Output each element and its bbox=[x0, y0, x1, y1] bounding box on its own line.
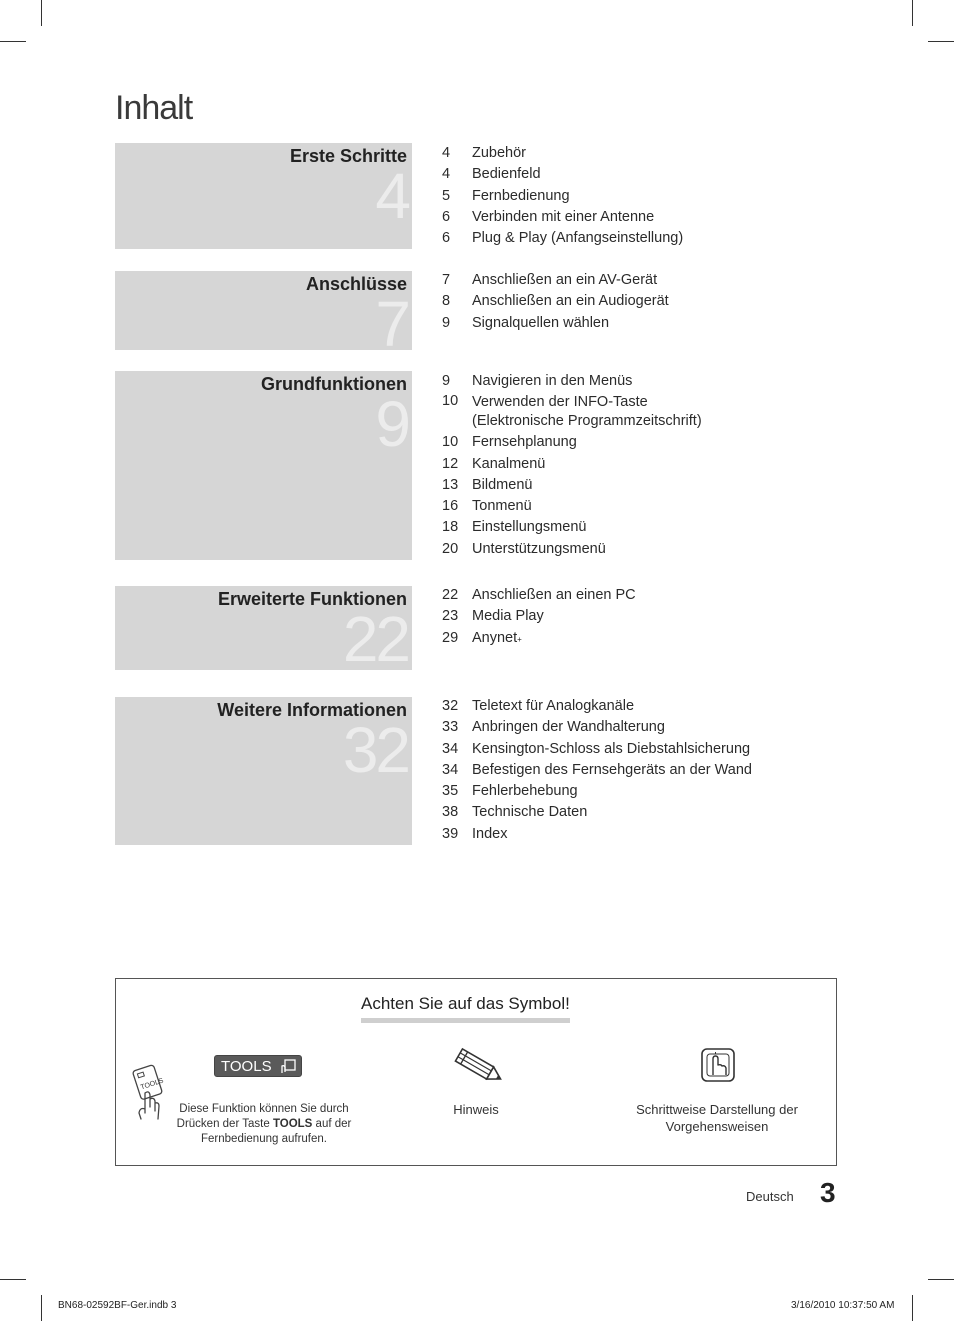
toc-entry[interactable] bbox=[442, 696, 842, 717]
tools-desc-line3: Fernbedienung aufrufen. bbox=[201, 1133, 327, 1145]
toc-list-grundfunktionen bbox=[442, 371, 842, 560]
toc-entry[interactable] bbox=[442, 496, 842, 517]
toc-label: Fehlerbehebung bbox=[472, 783, 578, 800]
toc-entry[interactable] bbox=[442, 760, 842, 781]
steps-description bbox=[626, 1101, 808, 1135]
toc-label-continued: (Elektronische Programmzeitschrift) bbox=[472, 413, 702, 430]
hand-pressing-button-icon bbox=[132, 1063, 166, 1126]
toc-entry[interactable] bbox=[442, 186, 842, 207]
tools-desc-bold: TOOLS bbox=[272, 1118, 313, 1130]
toc-page: 13 bbox=[442, 476, 459, 493]
toc-label: Kensington-Schloss als Diebstahlsicherung bbox=[472, 740, 751, 757]
toc-page: 8 bbox=[442, 293, 451, 310]
symbol-notice-box bbox=[115, 978, 837, 1166]
toc-entry[interactable] bbox=[442, 143, 842, 164]
toc-label: Bedienfeld bbox=[472, 166, 541, 183]
toc-entry[interactable] bbox=[442, 802, 842, 823]
toc-page: 10 bbox=[442, 434, 459, 451]
tools-description bbox=[174, 1102, 354, 1147]
toc-page: 6 bbox=[442, 230, 451, 247]
toc-entry[interactable] bbox=[442, 228, 842, 249]
toc-page: 16 bbox=[442, 498, 459, 515]
toc-page: 23 bbox=[442, 608, 459, 625]
toc-page: 22 bbox=[442, 587, 459, 603]
toc-page: 4 bbox=[442, 166, 451, 183]
toc-page: 7 bbox=[442, 272, 451, 288]
toc-label: Anschließen an einen PC bbox=[472, 587, 636, 603]
tools-label: TOOLS bbox=[221, 1058, 272, 1075]
toc-label-text: Anynet bbox=[472, 629, 518, 646]
footer-language: Deutsch bbox=[746, 1189, 794, 1204]
section-number: 32 bbox=[342, 714, 408, 786]
toc-page: 4 bbox=[442, 145, 451, 161]
toc-label: Teletext für Analogkanäle bbox=[472, 698, 635, 714]
section-title: Anschlüsse bbox=[305, 274, 407, 294]
toc-label: Zubehör bbox=[472, 145, 527, 161]
toc-entry[interactable] bbox=[442, 454, 842, 475]
crop-mark bbox=[912, 1295, 913, 1321]
toc-page: 39 bbox=[442, 825, 459, 842]
toc-page: 9 bbox=[442, 314, 451, 331]
toc-entry[interactable] bbox=[442, 517, 842, 538]
section-title: Erste Schritte bbox=[289, 146, 407, 166]
toc-entry[interactable] bbox=[442, 606, 842, 627]
hand-icon-label: TOOLS bbox=[139, 1077, 165, 1092]
toc-page: 38 bbox=[442, 804, 459, 821]
section-title: Erweiterte Funktionen bbox=[217, 589, 407, 609]
toc-label: Anbringen der Wandhalterung bbox=[472, 719, 665, 736]
toc-label: Navigieren in den Menüs bbox=[472, 373, 633, 389]
toc-page: 12 bbox=[442, 455, 459, 472]
crop-mark bbox=[928, 1279, 954, 1280]
toc-label: Tonmenü bbox=[472, 498, 532, 515]
page-number: 3 bbox=[820, 1177, 836, 1208]
toc-label: Fernbedienung bbox=[472, 187, 570, 204]
toc-page: 10 bbox=[442, 393, 459, 410]
tools-desc-line1: Diese Funktion können Sie durch bbox=[179, 1103, 349, 1115]
crop-mark bbox=[0, 41, 26, 42]
section-box-anschluesse bbox=[115, 271, 412, 350]
toc-entry[interactable] bbox=[442, 392, 842, 432]
notice-title: Achten Sie auf das Symbol! bbox=[361, 993, 570, 1023]
crop-mark bbox=[928, 41, 954, 42]
toc-label: Signalquellen wählen bbox=[472, 314, 610, 331]
hint-label: Hinweis bbox=[453, 1102, 499, 1117]
toc-page: 33 bbox=[442, 719, 459, 736]
section-title: Weitere Informationen bbox=[217, 700, 407, 720]
step-by-step-icon bbox=[700, 1047, 736, 1088]
toc-page: 20 bbox=[442, 540, 459, 557]
section-box-grundfunktionen bbox=[115, 371, 412, 560]
toc-entry[interactable] bbox=[442, 539, 842, 560]
section-number: 4 bbox=[375, 160, 408, 232]
section-number: 7 bbox=[375, 288, 408, 350]
toc-label: Verbinden mit einer Antenne bbox=[472, 208, 655, 225]
toc-label: Verwenden der INFO-Taste bbox=[472, 394, 648, 411]
toc-page: 34 bbox=[442, 761, 459, 778]
section-box-weitere-informationen bbox=[115, 697, 412, 845]
toc-entry[interactable] bbox=[442, 739, 842, 760]
toc-entry[interactable] bbox=[442, 475, 842, 496]
toc-label: Fernsehplanung bbox=[472, 434, 577, 451]
section-number: 9 bbox=[375, 388, 408, 460]
crop-mark bbox=[41, 1295, 42, 1321]
toc-entry[interactable] bbox=[442, 585, 842, 606]
toc-entry[interactable] bbox=[442, 270, 842, 291]
toc-list-anschluesse bbox=[442, 270, 842, 334]
toc-label: Technische Daten bbox=[472, 804, 588, 821]
toc-page: 29 bbox=[442, 629, 459, 646]
section-box-erweiterte-funktionen bbox=[115, 586, 412, 670]
toc-entry[interactable] bbox=[442, 717, 842, 738]
pencil-note-icon bbox=[450, 1045, 506, 1092]
toc-label: Kanalmenü bbox=[472, 455, 546, 472]
toc-page: 5 bbox=[442, 187, 451, 204]
print-file-info: BN68-02592BF-Ger.indb 3 bbox=[58, 1300, 177, 1311]
crop-mark bbox=[41, 0, 42, 26]
toc-label: Media Play bbox=[472, 608, 544, 625]
page-title: Inhalt bbox=[115, 89, 193, 127]
toc-label: Unterstützungsmenü bbox=[472, 540, 606, 557]
toc-list-erweiterte-funktionen bbox=[442, 585, 842, 649]
toc-entry[interactable] bbox=[442, 628, 842, 649]
toc-entry[interactable] bbox=[442, 207, 842, 228]
toc-entry[interactable] bbox=[442, 781, 842, 802]
toc-label: Index bbox=[472, 825, 508, 842]
toc-label: Anschließen an ein Audiogerät bbox=[472, 293, 669, 310]
section-box-erste-schritte bbox=[115, 143, 412, 249]
toc-label: Bildmenü bbox=[472, 476, 533, 493]
crop-mark bbox=[0, 1279, 26, 1280]
toc-list-weitere-informationen bbox=[442, 696, 842, 845]
toc-page: 18 bbox=[442, 519, 459, 536]
tools-desc-line2a: Drücken der Taste bbox=[176, 1118, 273, 1130]
toc-label bbox=[472, 628, 842, 649]
tools-desc-line2c: auf der bbox=[312, 1118, 352, 1130]
steps-line1: Schrittweise Darstellung der bbox=[636, 1102, 798, 1117]
toc-list-erste-schritte bbox=[442, 143, 842, 249]
crop-mark bbox=[912, 0, 913, 26]
toc-entry[interactable] bbox=[442, 432, 842, 453]
print-date-info: 3/16/2010 10:37:50 AM bbox=[791, 1300, 895, 1311]
toc-label: Befestigen des Fernsehgeräts an der Wand bbox=[472, 761, 752, 778]
toc-page: 34 bbox=[442, 740, 459, 757]
toc-page: 35 bbox=[442, 783, 459, 800]
toc-entry[interactable] bbox=[442, 291, 842, 312]
toc-entry[interactable] bbox=[442, 371, 842, 392]
section-number: 22 bbox=[342, 603, 408, 670]
toc-page: 6 bbox=[442, 208, 451, 225]
tools-hand-icon bbox=[280, 1059, 296, 1081]
steps-line2: Vorgehensweisen bbox=[665, 1119, 769, 1134]
toc-entry[interactable] bbox=[442, 824, 842, 845]
toc-label: Plug & Play (Anfangseinstellung) bbox=[472, 230, 684, 247]
toc-label: Anschließen an ein AV-Gerät bbox=[472, 272, 658, 288]
tools-button-badge bbox=[214, 1055, 302, 1077]
section-title: Grundfunktionen bbox=[261, 374, 407, 394]
toc-entry[interactable] bbox=[442, 164, 842, 185]
toc-page: 9 bbox=[442, 373, 451, 389]
toc-entry[interactable] bbox=[442, 313, 842, 334]
toc-label: Einstellungsmenü bbox=[472, 519, 587, 536]
superscript-plus: + bbox=[517, 634, 522, 644]
toc-page: 32 bbox=[442, 698, 459, 714]
